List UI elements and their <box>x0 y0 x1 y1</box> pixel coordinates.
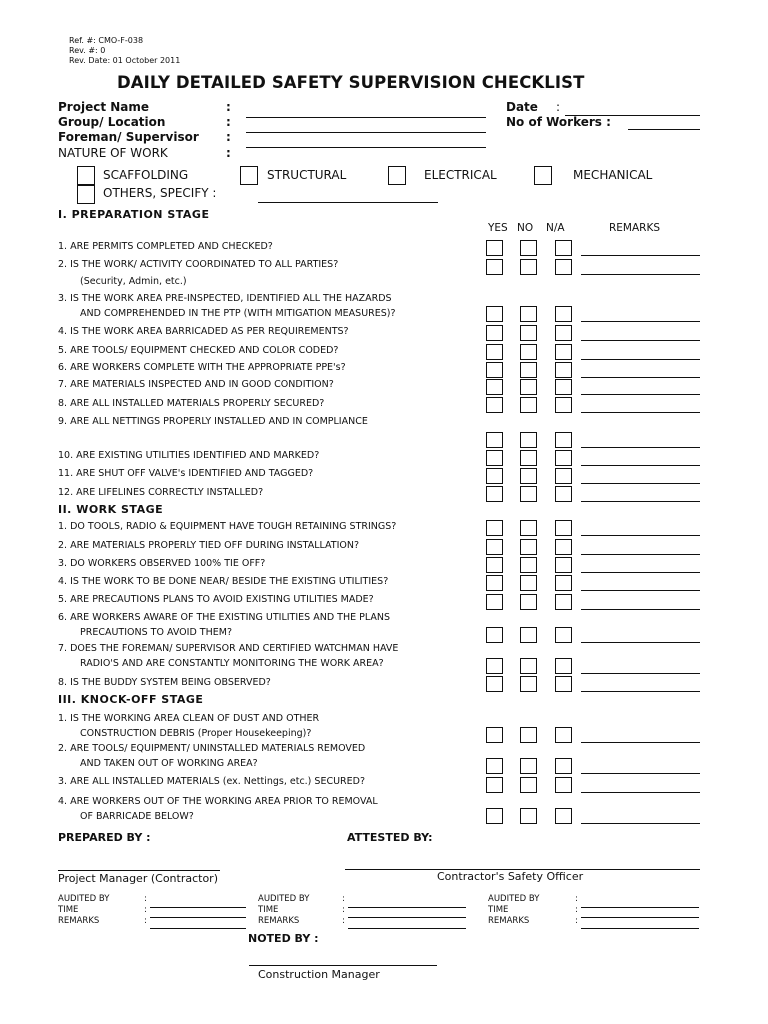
na-checkbox[interactable] <box>555 658 572 674</box>
remarks-field[interactable] <box>581 609 700 610</box>
foreman-supervisor-label: Foreman/ Supervisor <box>58 130 199 144</box>
yes-checkbox[interactable] <box>486 362 503 378</box>
no-checkbox[interactable] <box>520 432 537 448</box>
time-field[interactable] <box>581 917 699 918</box>
na-checkbox[interactable] <box>555 594 572 610</box>
no-checkbox[interactable] <box>520 325 537 341</box>
no-of-workers-label: No of Workers : <box>506 115 611 129</box>
audited-by-label: AUDITED BY <box>58 894 110 904</box>
question-text: PRECAUTIONS TO AVOID THEM? <box>80 627 232 638</box>
no-checkbox[interactable] <box>520 658 537 674</box>
no-checkbox[interactable] <box>520 468 537 484</box>
colon: : <box>575 916 578 926</box>
na-checkbox[interactable] <box>555 727 572 743</box>
na-checkbox[interactable] <box>555 539 572 555</box>
project-name-field[interactable] <box>246 117 486 118</box>
colon: : <box>144 916 147 926</box>
colon: : <box>226 130 231 144</box>
remarks-field[interactable] <box>581 572 700 573</box>
question-text: 4. IS THE WORK TO BE DONE NEAR/ BESIDE THE EXISTING UTILITIES? <box>58 576 389 587</box>
na-checkbox[interactable] <box>555 520 572 536</box>
yes-checkbox[interactable] <box>486 594 503 610</box>
question-text: 2. ARE TOOLS/ EQUIPMENT/ UNINSTALLED MATERIALS REMOVED <box>58 743 366 754</box>
rev-date: Rev. Date: 01 October 2011 <box>69 56 181 65</box>
others-label: OTHERS, SPECIFY : <box>103 186 217 200</box>
date-label: Date <box>506 100 538 114</box>
colon: : <box>342 905 345 915</box>
na-checkbox[interactable] <box>555 259 572 275</box>
yes-checkbox[interactable] <box>486 379 503 395</box>
remarks-field[interactable] <box>581 501 700 502</box>
no-checkbox[interactable] <box>520 344 537 360</box>
question-text: AND TAKEN OUT OF WORKING AREA? <box>80 758 258 769</box>
question-text: 5. ARE TOOLS/ EQUIPMENT CHECKED AND COLOR CODED? <box>58 345 339 356</box>
question-text: 3. IS THE WORK AREA PRE-INSPECTED, IDENTIFIED ALL THE HAZARDS <box>58 293 392 304</box>
na-checkbox[interactable] <box>555 325 572 341</box>
colon: : <box>226 100 231 114</box>
construction-manager-label: Construction Manager <box>258 968 380 981</box>
colon: : <box>342 894 345 904</box>
nature-of-work-label: NATURE OF WORK <box>58 146 168 160</box>
yes-checkbox[interactable] <box>486 240 503 256</box>
column-remarks: REMARKS <box>609 222 661 234</box>
remarks-field[interactable] <box>581 394 700 395</box>
time-label: TIME <box>258 905 279 915</box>
yes-checkbox[interactable] <box>486 727 503 743</box>
colon: : <box>575 894 578 904</box>
yes-checkbox[interactable] <box>486 758 503 774</box>
no-of-workers-field[interactable] <box>628 129 700 130</box>
na-checkbox[interactable] <box>555 676 572 692</box>
no-checkbox[interactable] <box>520 727 537 743</box>
mechanical-label: MECHANICAL <box>573 168 653 182</box>
remarks-field[interactable] <box>581 554 700 555</box>
yes-checkbox[interactable] <box>486 777 503 793</box>
remarks-field[interactable] <box>581 255 700 256</box>
structural-label: STRUCTURAL <box>267 168 347 182</box>
group-location-field[interactable] <box>246 132 486 133</box>
no-checkbox[interactable] <box>520 306 537 322</box>
question-text: 9. ARE ALL NETTINGS PROPERLY INSTALLED AND IN COMPLIANCE <box>58 416 368 427</box>
remarks-field[interactable] <box>581 412 700 413</box>
project-manager-label: Project Manager (Contractor) <box>58 872 218 885</box>
project-manager-signature-line[interactable] <box>58 870 220 871</box>
no-checkbox[interactable] <box>520 627 537 643</box>
question-text: 2. IS THE WORK/ ACTIVITY COORDINATED TO ALL PARTIES? <box>58 259 339 270</box>
remarks-field[interactable] <box>581 447 700 448</box>
no-checkbox[interactable] <box>520 240 537 256</box>
yes-checkbox[interactable] <box>486 808 503 824</box>
remarks-field[interactable] <box>581 483 700 484</box>
colon: : <box>342 916 345 926</box>
question-text: CONSTRUCTION DEBRIS (Proper Housekeeping)? <box>80 728 312 739</box>
na-checkbox[interactable] <box>555 808 572 824</box>
question-text: 1. IS THE WORKING AREA CLEAN OF DUST AND OTHER <box>58 713 320 724</box>
question-text: RADIO'S AND ARE CONSTANTLY MONITORING THE WORK AREA? <box>80 658 384 669</box>
question-text: 1. DO TOOLS, RADIO & EQUIPMENT HAVE TOUGH RETAINING STRINGS? <box>58 521 397 532</box>
remarks-field[interactable] <box>150 928 246 929</box>
yes-checkbox[interactable] <box>486 539 503 555</box>
no-checkbox[interactable] <box>520 379 537 395</box>
safety-officer-label: Contractor's Safety Officer <box>437 870 584 883</box>
remarks-field[interactable] <box>581 535 700 536</box>
remarks-field[interactable] <box>348 928 466 929</box>
no-checkbox[interactable] <box>520 676 537 692</box>
time-label: TIME <box>58 905 79 915</box>
column-yes: YES <box>488 222 508 234</box>
question-text: 8. IS THE BUDDY SYSTEM BEING OBSERVED? <box>58 677 271 688</box>
question-text: 10. ARE EXISTING UTILITIES IDENTIFIED AND MARKED? <box>58 450 320 461</box>
attested-by-label: ATTESTED BY: <box>347 831 433 844</box>
remarks-field[interactable] <box>581 321 700 322</box>
audited-by-field[interactable] <box>581 907 699 908</box>
na-checkbox[interactable] <box>555 758 572 774</box>
yes-checkbox[interactable] <box>486 259 503 275</box>
question-text: 6. ARE WORKERS AWARE OF THE EXISTING UTILITIES AND THE PLANS <box>58 612 390 623</box>
yes-checkbox[interactable] <box>486 658 503 674</box>
remarks-field[interactable] <box>581 691 700 692</box>
colon: : <box>144 894 147 904</box>
no-checkbox[interactable] <box>520 397 537 413</box>
na-checkbox[interactable] <box>555 575 572 591</box>
question-text: (Security, Admin, etc.) <box>80 276 187 287</box>
no-checkbox[interactable] <box>520 539 537 555</box>
yes-checkbox[interactable] <box>486 325 503 341</box>
remarks-field[interactable] <box>581 377 700 378</box>
construction-manager-signature-line[interactable] <box>249 965 437 966</box>
remarks-field[interactable] <box>581 742 700 743</box>
question-text: 11. ARE SHUT OFF VALVE's IDENTIFIED AND TAGGED? <box>58 468 314 479</box>
column-no: NO <box>517 222 534 234</box>
question-text: 4. IS THE WORK AREA BARRICADED AS PER REQUIREMENTS? <box>58 326 349 337</box>
question-text: 2. ARE MATERIALS PROPERLY TIED OFF DURING INSTALLATION? <box>58 540 360 551</box>
question-text: OF BARRICADE BELOW? <box>80 811 194 822</box>
colon: : <box>226 146 231 160</box>
colon: : <box>226 115 231 129</box>
remarks-label: REMARKS <box>258 916 300 926</box>
yes-checkbox[interactable] <box>486 520 503 536</box>
remarks-field[interactable] <box>581 792 700 793</box>
no-checkbox[interactable] <box>520 259 537 275</box>
group-location-label: Group/ Location <box>58 115 166 129</box>
na-checkbox[interactable] <box>555 486 572 502</box>
noted-by-label: NOTED BY : <box>248 932 319 945</box>
foreman-supervisor-field[interactable] <box>246 147 486 148</box>
remarks-field[interactable] <box>581 928 699 929</box>
scaffolding-checkbox[interactable] <box>77 166 95 185</box>
na-checkbox[interactable] <box>555 362 572 378</box>
remarks-field[interactable] <box>581 340 700 341</box>
scaffolding-label: SCAFFOLDING <box>103 168 189 182</box>
remarks-field[interactable] <box>581 673 700 674</box>
colon: : <box>575 905 578 915</box>
section-title: II. WORK STAGE <box>58 503 164 516</box>
question-text: 6. ARE WORKERS COMPLETE WITH THE APPROPRIATE PPE's? <box>58 362 346 373</box>
prepared-by-label: PREPARED BY : <box>58 831 151 844</box>
yes-checkbox[interactable] <box>486 450 503 466</box>
yes-checkbox[interactable] <box>486 486 503 502</box>
na-checkbox[interactable] <box>555 557 572 573</box>
no-checkbox[interactable] <box>520 808 537 824</box>
remarks-field[interactable] <box>581 590 700 591</box>
remarks-field[interactable] <box>581 823 700 824</box>
no-checkbox[interactable] <box>520 486 537 502</box>
yes-checkbox[interactable] <box>486 306 503 322</box>
na-checkbox[interactable] <box>555 344 572 360</box>
project-name-label: Project Name <box>58 100 150 114</box>
na-checkbox[interactable] <box>555 450 572 466</box>
na-checkbox[interactable] <box>555 306 572 322</box>
question-text: 4. ARE WORKERS OUT OF THE WORKING AREA PRIOR TO REMOVAL <box>58 796 378 807</box>
question-text: 5. ARE PRECAUTIONS PLANS TO AVOID EXISTING UTILITIES MADE? <box>58 594 374 605</box>
no-checkbox[interactable] <box>520 575 537 591</box>
audited-by-label: AUDITED BY <box>488 894 540 904</box>
yes-checkbox[interactable] <box>486 627 503 643</box>
na-checkbox[interactable] <box>555 397 572 413</box>
question-text: 1. ARE PERMITS COMPLETED AND CHECKED? <box>58 241 273 252</box>
yes-checkbox[interactable] <box>486 468 503 484</box>
document-title: DAILY DETAILED SAFETY SUPERVISION CHECKLIST <box>117 73 585 92</box>
remarks-label: REMARKS <box>58 916 100 926</box>
others-checkbox[interactable] <box>77 185 95 204</box>
audited-by-field[interactable] <box>348 907 466 908</box>
no-checkbox[interactable] <box>520 520 537 536</box>
question-text: 12. ARE LIFELINES CORRECTLY INSTALLED? <box>58 487 264 498</box>
na-checkbox[interactable] <box>555 432 572 448</box>
na-checkbox[interactable] <box>555 240 572 256</box>
remarks-field[interactable] <box>581 642 700 643</box>
audited-by-label: AUDITED BY <box>258 894 310 904</box>
question-text: AND COMPREHENDED IN THE PTP (WITH MITIGATION MEASURES)? <box>80 308 396 319</box>
electrical-label: ELECTRICAL <box>424 168 497 182</box>
yes-checkbox[interactable] <box>486 432 503 448</box>
ref-number: Ref. #: CMO-F-038 <box>69 36 144 45</box>
no-checkbox[interactable] <box>520 758 537 774</box>
remarks-field[interactable] <box>581 274 700 275</box>
yes-checkbox[interactable] <box>486 676 503 692</box>
electrical-checkbox[interactable] <box>388 166 406 185</box>
na-checkbox[interactable] <box>555 777 572 793</box>
na-checkbox[interactable] <box>555 468 572 484</box>
question-text: 3. DO WORKERS OBSERVED 100% TIE OFF? <box>58 558 266 569</box>
mechanical-checkbox[interactable] <box>534 166 552 185</box>
time-label: TIME <box>488 905 509 915</box>
structural-checkbox[interactable] <box>240 166 258 185</box>
na-checkbox[interactable] <box>555 379 572 395</box>
na-checkbox[interactable] <box>555 627 572 643</box>
yes-checkbox[interactable] <box>486 397 503 413</box>
question-text: 7. DOES THE FOREMAN/ SUPERVISOR AND CERTIFIED WATCHMAN HAVE <box>58 643 399 654</box>
remarks-field[interactable] <box>581 773 700 774</box>
question-text: 8. ARE ALL INSTALLED MATERIALS PROPERLY SECURED? <box>58 398 325 409</box>
yes-checkbox[interactable] <box>486 575 503 591</box>
colon: : <box>556 100 561 114</box>
time-field[interactable] <box>150 917 246 918</box>
question-text: 7. ARE MATERIALS INSPECTED AND IN GOOD CONDITION? <box>58 379 334 390</box>
no-checkbox[interactable] <box>520 557 537 573</box>
time-field[interactable] <box>348 917 466 918</box>
section-title: I. PREPARATION STAGE <box>58 208 210 221</box>
question-text: 3. ARE ALL INSTALLED MATERIALS (ex. Nettings, etc.) SECURED? <box>58 776 365 787</box>
no-checkbox[interactable] <box>520 594 537 610</box>
remarks-field[interactable] <box>581 359 700 360</box>
no-checkbox[interactable] <box>520 450 537 466</box>
others-specify-field[interactable] <box>258 202 438 203</box>
rev-number: Rev. #: 0 <box>69 46 106 55</box>
colon: : <box>144 905 147 915</box>
no-checkbox[interactable] <box>520 362 537 378</box>
no-checkbox[interactable] <box>520 777 537 793</box>
yes-checkbox[interactable] <box>486 344 503 360</box>
remarks-label: REMARKS <box>488 916 530 926</box>
audited-by-field[interactable] <box>150 907 246 908</box>
section-title: III. KNOCK-OFF STAGE <box>58 693 204 706</box>
column-na: N/A <box>546 222 565 234</box>
yes-checkbox[interactable] <box>486 557 503 573</box>
remarks-field[interactable] <box>581 465 700 466</box>
